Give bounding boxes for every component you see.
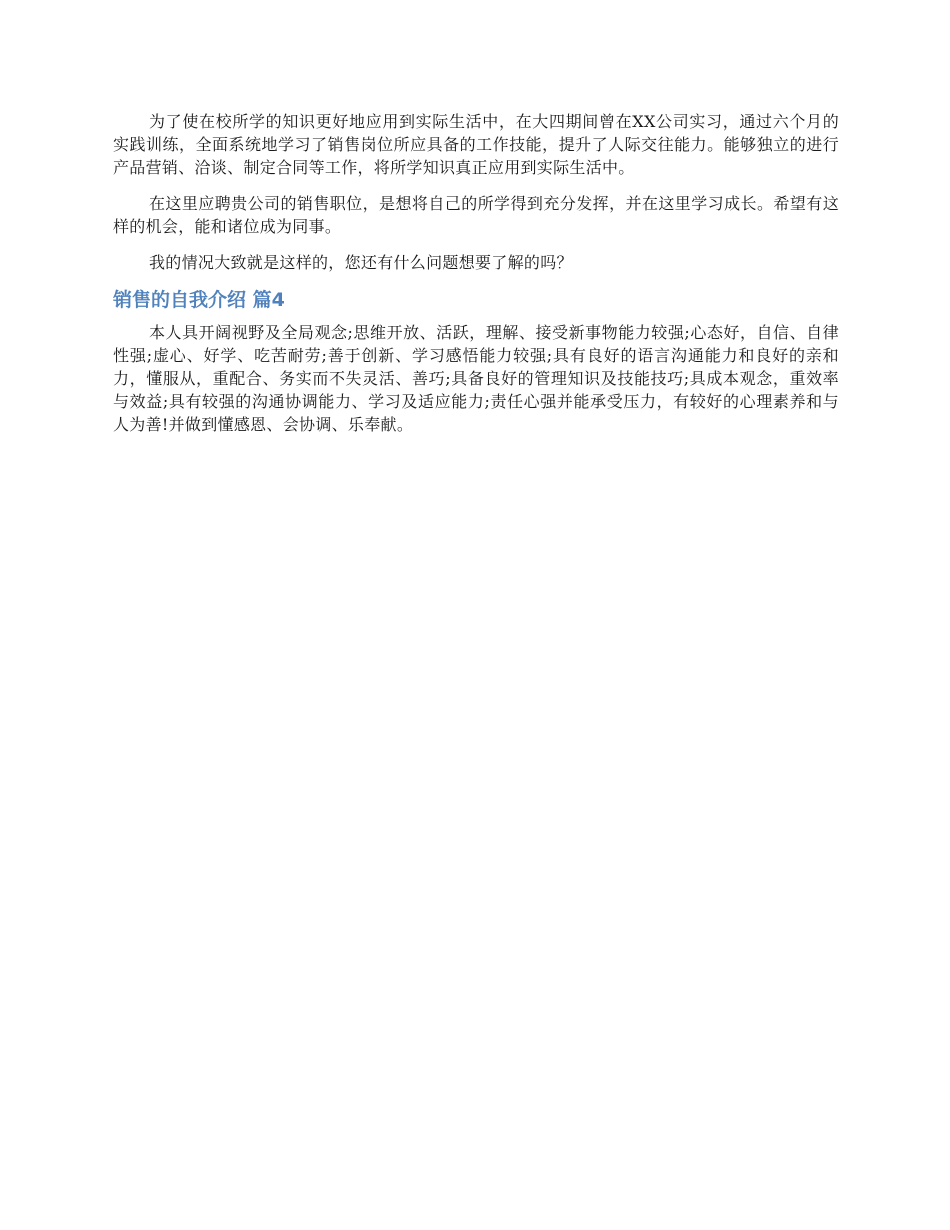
document-page	[113, 110, 839, 449]
section-heading: 销售的自我介绍 篇4	[113, 289, 285, 311]
paragraph-internship: 为了使在校所学的知识更好地应用到实际生活中，在大四期间曾在XX公司实习，通过六个月的实践训练，全面系统地学习了销售岗位所应具备的工作技能，提升了人际交往能力。能够独立的进行产品营销、洽谈、制定合同等工作，将所学知识真正应用到实际生活中。	[113, 112, 839, 177]
paragraph-closing-question: 我的情况大致就是这样的，您还有什么问题想要了解的吗？	[149, 253, 573, 272]
paragraph-application: 在这里应聘贵公司的销售职位，是想将自己的所学得到充分发挥，并在这里学习成长。希望有这样的机会，能和诸位成为同事。	[113, 194, 839, 236]
paragraph-self-assessment: 本人具开阔视野及全局观念;思维开放、活跃，理解、接受新事物能力较强;心态好，自信、自律性强;虚心、好学、吃苦耐劳;善于创新、学习感悟能力较强;具有良好的语言沟通能力和良好的亲和力，懂服从，重配合、务实而不失灵活、善巧;具备良好的管理知识及技能技巧;具成本观念，重效率与效益;具有较强的沟通协调能力、学习及适应能力;责任心强并能承受压力，有较好的心理素养和与人为善!并做到懂感恩、会协调、乐奉献。	[113, 323, 839, 434]
